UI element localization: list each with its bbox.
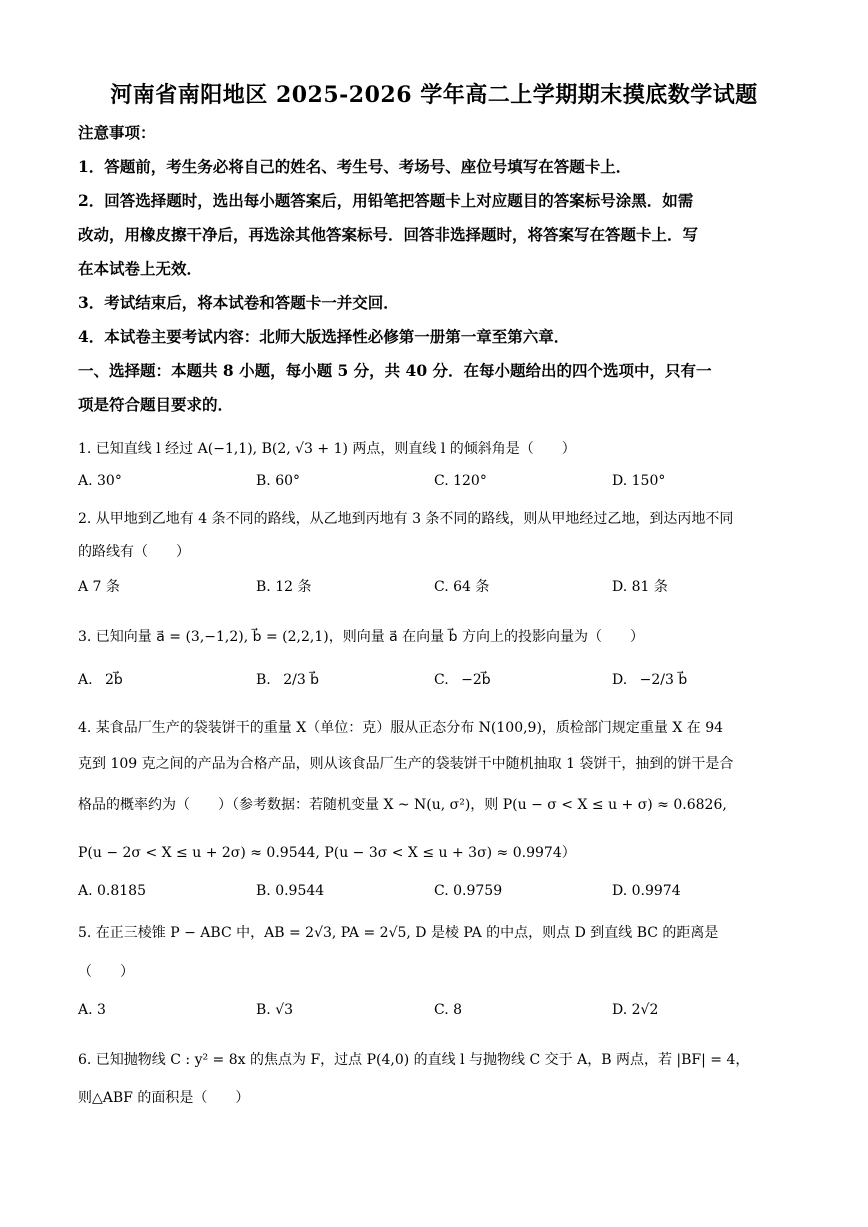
q2-option-c: C. 64 条 [434,579,490,595]
q3-option-a [78,672,123,688]
question-5: 5. 在正三棱锥 P − ABC 中，AB = 2√3, PA = 2√5, D 是棱 PA 的中点，则点 D 到直线 BC 的距离是 [78,925,719,941]
q3-option-a-value: 2b⃗ [105,672,123,688]
q5-option-d: D. 2√2 [612,1002,659,1018]
page-title: 河南省南阳地区 2025-2026 学年高二上学期期末摸底数学试题 [110,82,758,108]
q4-option-c: C. 0.9759 [434,883,503,899]
q5-option-c: C. 8 [434,1002,463,1018]
q5-option-b: B. √3 [256,1002,294,1018]
q1-option-d: D. 150° [612,473,666,489]
q3-option-c [434,672,491,688]
question-1: 1. 已知直线 l 经过 A(−1,1), B(2, √3 + 1) 两点，则直线 l 的倾斜角是（ ） [78,441,576,457]
q3-option-d [612,672,687,688]
q3-option-b [256,672,319,688]
q3-option-c-value: −2b⃗ [461,672,491,688]
q1-option-c: C. 120° [434,473,487,489]
section-heading: 一、选择题：本题共 8 小题，每小题 5 分，共 40 分．在每小题给出的四个选项中，只有一 [78,361,712,380]
question-3: 3. 已知向量 a⃗ = (3,−1,2), b⃗ = (2,2,1)，则向量 a⃗ 在向量 b⃗ 方向上的投影向量为（ ） [78,629,644,645]
question-4-cont: 克到 109 克之间的产品为合格产品，则从该食品厂生产的袋装饼干中随机抽取 1 袋饼干，抽到的饼干是合 [78,756,734,772]
question-4-ref: 格品的概率约为（ ）（参考数据：若随机变量 X ~ N(u, σ²)，则 P(u − σ < X ≤ u + σ) ≈ 0.6826, [78,797,727,813]
q3-option-d-label: D. [612,672,628,688]
question-6: 6. 已知抛物线 C : y² = 8x 的焦点为 F，过点 P(4,0) 的直线 l 与抛物线 C 交于 A，B 两点，若 |BF| = 4， [78,1052,750,1068]
notice-item-3: 3．考试结束后，将本试卷和答题卡一并交回． [78,293,399,312]
notice-item-1: 1．答题前，考生务必将自己的姓名、考生号、考场号、座位号填写在答题卡上． [78,157,632,176]
q4-option-b: B. 0.9544 [256,883,325,899]
q3-option-d-value: −2/3 b⃗ [639,672,688,688]
question-6-cont: 则△ABF 的面积是（ ） [78,1090,250,1106]
question-5-cont: （ ） [78,964,134,980]
q3-option-b-label: B. [256,672,271,688]
notice-heading: 注意事项： [78,123,156,142]
q3-option-a-label: A. [78,672,93,688]
question-2: 2. 从甲地到乙地有 4 条不同的路线，从乙地到丙地有 3 条不同的路线，则从甲地经过乙地，到达丙地不同 [78,511,734,527]
q2-option-d: D. 81 条 [612,579,668,595]
question-2-cont: 的路线有（ ） [78,544,190,560]
notice-item-4: 4．本试卷主要考试内容：北师大版选择性必修第一册第一章至第六章． [78,327,570,346]
question-4: 4. 某食品厂生产的袋装饼干的重量 X（单位：克）服从正态分布 N(100,9)，质检部门规定重量 X 在 94 [78,720,724,736]
notice-item-2: 2．回答选择题时，选出每小题答案后，用铅笔把答题卡上对应题目的答案标号涂黑．如需 [78,191,694,210]
q5-option-a: A. 3 [78,1002,106,1018]
q1-option-b: B. 60° [256,473,301,489]
section-heading-cont: 项是符合题目要求的． [78,395,234,414]
q4-option-a: A. 0.8185 [78,883,146,899]
q1-option-a: A. 30° [78,473,122,489]
q3-option-c-label: C. [434,672,449,688]
q3-option-b-value: 2/3 b⃗ [283,672,320,688]
question-4-ref-cont: P(u − 2σ < X ≤ u + 2σ) ≈ 0.9544, P(u − 3σ < X ≤ u + 3σ) ≈ 0.9974） [78,845,576,861]
q4-option-d: D. 0.9974 [612,883,681,899]
notice-item-2-end: 在本试卷上无效． [78,259,203,278]
notice-item-2-cont: 改动，用橡皮擦干净后，再选涂其他答案标号．回答非选择题时，将答案写在答题卡上．写 [78,225,699,244]
q2-option-a: A 7 条 [78,579,120,595]
q2-option-b: B. 12 条 [256,579,312,595]
